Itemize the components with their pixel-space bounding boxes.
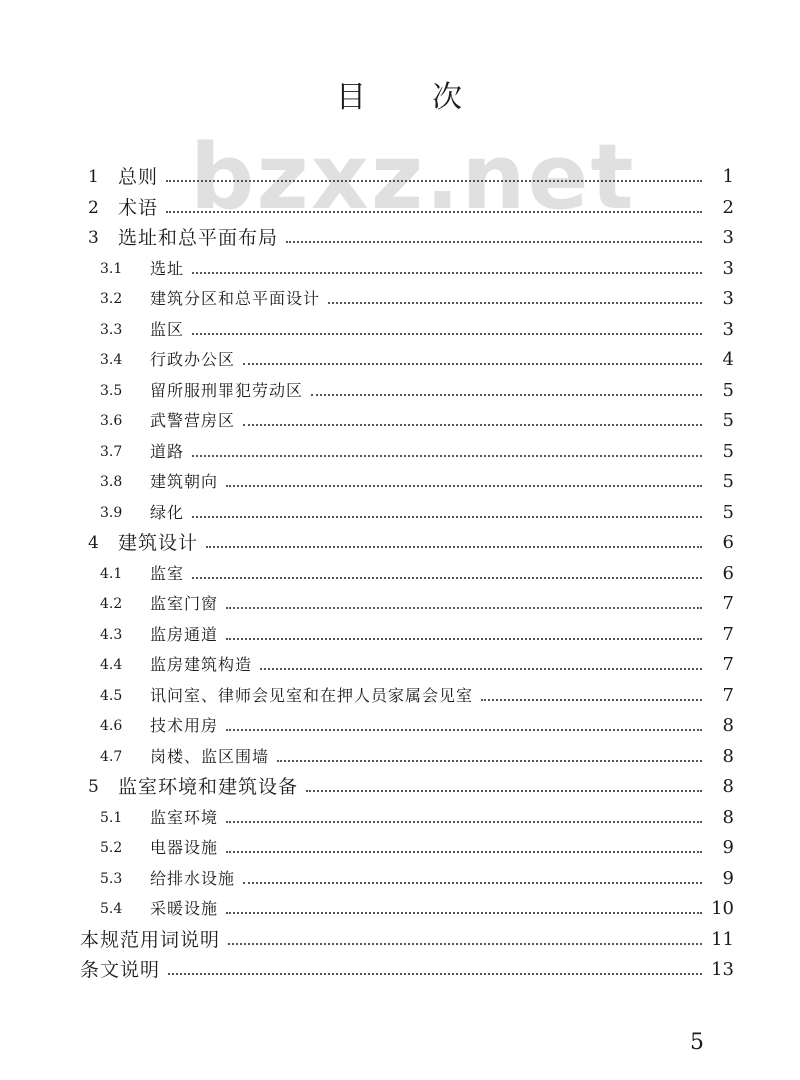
toc-entry-number: 2 (88, 197, 99, 218)
toc-entry-page: 5 (722, 501, 734, 523)
toc-leader-dots (226, 483, 702, 487)
toc-entry-title: 武警营房区 (150, 411, 236, 430)
toc-entry-page: 5 (722, 440, 734, 462)
toc-entry-page: 4 (722, 349, 734, 370)
toc-entry-number: 4.2 (100, 596, 123, 612)
toc-entry-number: 5.4 (100, 901, 123, 917)
toc-entry-page: 6 (722, 562, 734, 584)
toc-entry[interactable] (0, 162, 800, 192)
toc-entry-title: 岗楼、监区围墙 (150, 746, 270, 766)
toc-entry-title: 监房建筑构造 (150, 655, 253, 674)
toc-entry-title: 建筑设计 (118, 532, 199, 554)
toc-entry-page: 9 (722, 837, 734, 858)
toc-entry-title: 建筑分区和总平面设计 (150, 289, 321, 308)
toc-entry-title: 行政办公区 (150, 350, 236, 369)
toc-leader-dots (226, 636, 702, 640)
watermark: bzxz.net (190, 125, 636, 230)
toc-entry-title: 监室门窗 (150, 594, 219, 613)
toc-entry-number: 3 (88, 228, 99, 248)
toc-entry-title: 监区 (150, 319, 185, 339)
toc-entry-number: 3.5 (100, 382, 123, 399)
toc-entry-page: 5 (722, 379, 734, 401)
toc-entry[interactable] (0, 406, 800, 436)
title-char-2: 次 (432, 80, 464, 115)
toc-leader-dots (277, 758, 702, 762)
toc-entry[interactable] (0, 925, 800, 955)
toc-entry-number: 3.7 (100, 443, 123, 460)
toc-entry-page: 3 (722, 288, 734, 309)
toc-entry-number: 4.7 (100, 748, 123, 765)
toc-entry-page: 7 (722, 654, 734, 675)
toc-leader-dots (226, 910, 702, 914)
toc-entry[interactable] (0, 833, 800, 863)
toc-leader-dots (226, 727, 702, 731)
toc-leader-dots (226, 849, 702, 853)
toc-entry-page: 8 (722, 776, 734, 797)
toc-entry-page: 5 (722, 410, 734, 431)
toc-entry-page: 10 (711, 898, 734, 919)
toc-entry-page: 6 (722, 532, 734, 553)
toc-entry[interactable] (0, 467, 800, 497)
toc-entry-number: 5.1 (100, 809, 123, 826)
toc-entry-number: 3.2 (100, 291, 123, 307)
toc-entry-number: 5.2 (100, 840, 123, 856)
toc-leader-dots (166, 178, 702, 182)
toc-entry-title: 道路 (150, 441, 185, 461)
toc-entry-page: 13 (711, 959, 734, 980)
toc-entry[interactable] (0, 711, 800, 741)
toc-entry-page: 7 (722, 684, 734, 706)
toc-entry-title: 监房通道 (150, 624, 219, 644)
toc-entry-number: 3.4 (100, 352, 123, 368)
toc-leader-dots (192, 331, 702, 335)
toc-entry-title: 本规范用词说明 (80, 928, 221, 951)
toc-entry-title: 监室环境和建筑设备 (118, 776, 299, 798)
toc-leader-dots (286, 239, 702, 243)
toc-entry-page: 3 (722, 257, 734, 279)
toc-entry-title: 条文说明 (80, 959, 161, 981)
toc-entry-number: 4.4 (100, 657, 123, 673)
toc-entry-page: 9 (722, 867, 734, 889)
toc-entry-page: 3 (722, 318, 734, 340)
toc-entry-number: 3.6 (100, 413, 123, 429)
toc-leader-dots (192, 514, 702, 518)
toc-entry[interactable] (0, 681, 800, 711)
toc-entry-title: 术语 (118, 196, 159, 219)
page-title (0, 72, 800, 116)
toc-leader-dots (226, 605, 702, 609)
toc-entry[interactable] (0, 894, 800, 924)
toc-entry[interactable] (0, 559, 800, 589)
toc-entry-page: 8 (722, 806, 734, 828)
toc-leader-dots (206, 544, 702, 548)
toc-entry-page: 2 (722, 196, 734, 218)
toc-leader-dots (228, 941, 702, 945)
toc-entry-page: 5 (722, 471, 734, 492)
toc-entry-page: 8 (722, 715, 734, 736)
toc-entry[interactable] (0, 955, 800, 985)
toc-entry-number: 4.5 (100, 687, 123, 704)
toc-entry-title: 采暖设施 (150, 899, 219, 918)
toc-leader-dots (166, 209, 702, 213)
toc-entry-title: 给排水设施 (150, 868, 236, 888)
toc-entry-page: 7 (722, 623, 734, 645)
toc-entry-title: 建筑朝向 (150, 472, 219, 491)
toc-entry-number: 4.1 (100, 565, 123, 582)
toc-leader-dots (260, 666, 702, 670)
toc-entry-title: 绿化 (150, 502, 185, 522)
toc-entry-number: 1 (88, 167, 99, 187)
toc-entry-number: 5.3 (100, 870, 123, 887)
page-number: 5 (690, 1030, 704, 1055)
toc-entry-title: 选址和总平面布局 (118, 227, 279, 249)
toc-entry[interactable] (0, 315, 800, 345)
toc-entry[interactable] (0, 589, 800, 619)
toc-leader-dots (243, 361, 702, 365)
toc-entry-number: 5 (88, 777, 99, 797)
title-char-1: 目 (336, 80, 368, 115)
toc-entry-title: 监室环境 (150, 807, 219, 827)
toc-entry[interactable] (0, 864, 800, 894)
toc-entry[interactable] (0, 223, 800, 253)
toc-entry[interactable] (0, 803, 800, 833)
toc-entry-number: 4 (88, 533, 99, 553)
toc-leader-dots (481, 697, 702, 701)
toc-leader-dots (306, 788, 702, 792)
toc-leader-dots (243, 422, 702, 426)
toc-entry-number: 3.3 (100, 321, 123, 338)
toc-entry[interactable] (0, 254, 800, 284)
toc-leader-dots (192, 270, 702, 274)
toc-entry-page: 3 (722, 227, 734, 248)
toc-entry[interactable] (0, 498, 800, 528)
toc-entry-title: 监室 (150, 563, 185, 583)
toc-entry-number: 3.9 (100, 504, 123, 521)
toc-entry-number: 4.6 (100, 718, 123, 734)
toc-entry-number: 4.3 (100, 626, 123, 643)
toc-leader-dots (311, 392, 702, 396)
toc-leader-dots (192, 575, 702, 579)
toc-entry-number: 3.8 (100, 474, 123, 490)
toc-entry[interactable] (0, 437, 800, 467)
toc-leader-dots (168, 971, 702, 975)
toc-entry-page: 7 (722, 593, 734, 614)
toc-entry[interactable] (0, 284, 800, 314)
toc-entry-title: 留所服刑罪犯劳动区 (150, 380, 304, 400)
toc-entry-page: 1 (722, 166, 734, 187)
toc-leader-dots (328, 300, 702, 304)
toc-entry-title: 电器设施 (150, 838, 219, 857)
toc-entry[interactable] (0, 528, 800, 558)
toc-leader-dots (192, 453, 702, 457)
toc-entry[interactable] (0, 376, 800, 406)
toc-entry-page: 8 (722, 745, 734, 767)
toc-entry[interactable] (0, 650, 800, 680)
toc-entry-title: 技术用房 (150, 716, 219, 735)
toc-leader-dots (243, 880, 702, 884)
toc-entry[interactable] (0, 742, 800, 772)
toc-entry-title: 讯问室、律师会见室和在押人员家属会见室 (150, 685, 474, 705)
toc-entry-title: 总则 (118, 166, 159, 188)
toc-entry-number: 3.1 (100, 260, 123, 277)
toc-entry-title: 选址 (150, 258, 185, 278)
toc-entry[interactable] (0, 772, 800, 802)
toc-entry[interactable] (0, 193, 800, 223)
toc-entry-page: 11 (711, 928, 734, 950)
toc-leader-dots (226, 819, 702, 823)
toc-entry[interactable] (0, 345, 800, 375)
toc-entry[interactable] (0, 620, 800, 650)
